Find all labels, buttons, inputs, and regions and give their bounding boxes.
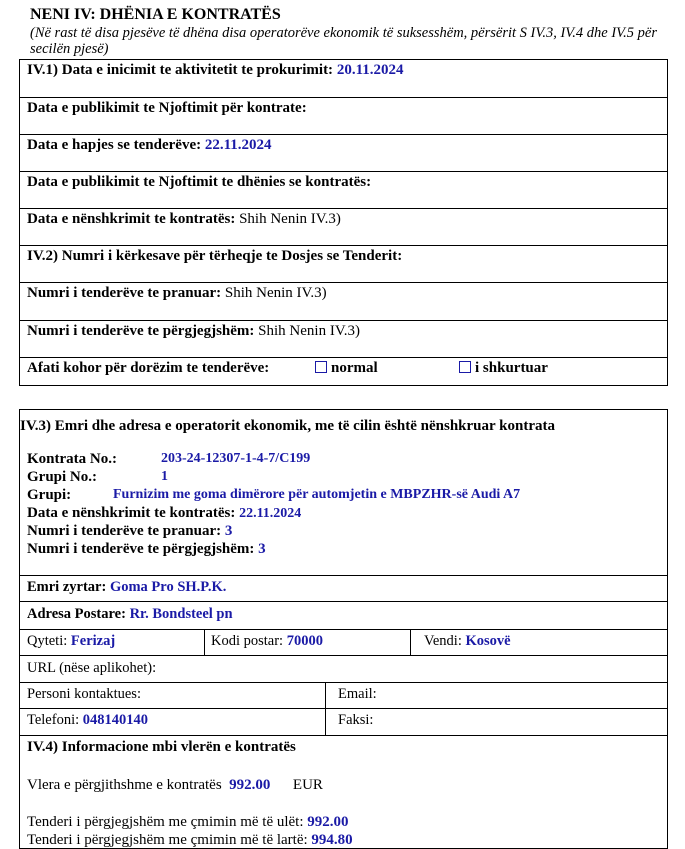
currency: EUR <box>292 777 323 793</box>
s3-responsive-value: 3 <box>258 541 266 557</box>
opening-date-value: 22.11.2024 <box>204 137 272 153</box>
operator-heading: IV.3) Emri dhe adresa e operatorit ekonomik, me të cilin është nënshkruar kontrata <box>20 418 555 434</box>
start-date-label: IV.1) Data e inicimit te aktivitetit te prokurimit: <box>27 62 334 78</box>
total-value: 992.00 <box>229 777 271 793</box>
total-value-label: Vlera e përgjithshme e kontratës <box>27 777 222 793</box>
row-deadline <box>20 358 667 386</box>
url-label: URL (nëse aplikohet): <box>27 660 157 676</box>
opening-date-label: Data e hapjes se tenderëve: <box>27 137 202 153</box>
requests-label: IV.2) Numri i kërkesave për tërheqje te Dosjes se Tenderit: <box>27 248 403 264</box>
normal-checkbox[interactable] <box>315 361 327 373</box>
group-label: Grupi: <box>27 487 72 503</box>
section-title: NENI IV: DHËNIA E KONTRATËS <box>30 6 281 23</box>
official-name-value: Goma Pro SH.P.K. <box>109 579 227 595</box>
lowest-label: Tenderi i përgjegjshëm me çmimin më të ulët: <box>27 814 304 830</box>
value-heading: IV.4) Informacione mbi vlerën e kontratës <box>27 739 296 755</box>
postal-address-label: Adresa Postare: <box>27 606 126 622</box>
s3-received-label: Numri i tenderëve te pranuar: <box>27 523 222 539</box>
normal-label: normal <box>331 360 378 376</box>
received-value: Shih Nenin IV.3) <box>224 285 327 301</box>
start-date-value: 20.11.2024 <box>336 62 404 78</box>
phone-label: Telefoni: <box>27 712 80 728</box>
responsive-label: Numri i tenderëve te përgjegjshëm: <box>27 323 255 339</box>
city-value: Ferizaj <box>70 633 116 649</box>
official-name-label: Emri zyrtar: <box>27 579 107 595</box>
award-publication-label: Data e publikimit te Njoftimit te dhënies se kontratës: <box>27 174 372 190</box>
highest-label: Tenderi i përgjegjshëm me çmimin më të lartë: <box>27 832 308 848</box>
row-notice-publication <box>20 98 667 135</box>
row-start-date <box>20 60 667 98</box>
row-signing-date <box>20 209 667 246</box>
postcode-value: 70000 <box>286 633 323 649</box>
signing-date-label: Data e nënshkrimit te kontratës: <box>27 211 236 227</box>
s3-responsive-label: Numri i tenderëve te përgjegjshëm: <box>27 541 255 557</box>
s3-received-value: 3 <box>224 523 233 539</box>
highest-value: 994.80 <box>311 832 353 848</box>
country-value: Kosovë <box>465 633 511 649</box>
dates-table <box>19 59 668 386</box>
row-award-publication <box>20 172 667 209</box>
signing-date-value: Shih Nenin IV.3) <box>239 211 341 227</box>
city-label: Qyteti: <box>27 633 68 649</box>
section-note: (Në rast të disa pjesëve të dhëna disa operatorëve ekonomik të suksesshëm, përsërit S IV.3, IV.4 dhe IV.5 për secilën pjesë) <box>30 25 657 57</box>
responsive-value: Shih Nenin IV.3) <box>258 323 360 339</box>
contract-no-label: Kontrata No.: <box>27 451 117 467</box>
contact-label: Personi kontaktues: <box>27 686 141 702</box>
group-value: Furnizim me goma dimërore për automjetin e MBPZHR-së Audi A7 <box>113 487 521 502</box>
email-label: Email: <box>338 686 377 702</box>
postal-address-value: Rr. Bondsteel pn <box>129 606 233 622</box>
fax-label: Faksi: <box>338 712 374 728</box>
postcode-label: Kodi postar: <box>211 633 284 649</box>
received-label: Numri i tenderëve te pranuar: <box>27 285 222 301</box>
deadline-label: Afati kohor për dorëzim te tenderëve: <box>27 360 270 376</box>
country-label: Vendi: <box>424 633 462 649</box>
phone-value: 048140140 <box>82 712 149 728</box>
short-checkbox[interactable] <box>459 361 471 373</box>
row-responsive <box>20 321 667 358</box>
option-short[interactable] <box>459 360 548 377</box>
group-no-value: 1 <box>161 469 168 484</box>
s3-signing-label: Data e nënshkrimit te kontratës: <box>27 505 236 521</box>
row-requests <box>20 246 667 283</box>
notice-publication-label: Data e publikimit te Njoftimit për kontrate: <box>27 100 307 116</box>
lowest-value: 992.00 <box>307 814 349 830</box>
contract-no-value: 203-24-12307-1-4-7/C199 <box>161 451 311 466</box>
option-normal[interactable] <box>315 360 378 377</box>
row-opening-date <box>20 135 667 172</box>
short-label: i shkurtuar <box>475 360 548 376</box>
group-no-label: Grupi No.: <box>27 469 98 485</box>
s3-signing-value: 22.11.2024 <box>239 506 302 521</box>
operator-table <box>19 409 668 849</box>
row-received <box>20 283 667 321</box>
